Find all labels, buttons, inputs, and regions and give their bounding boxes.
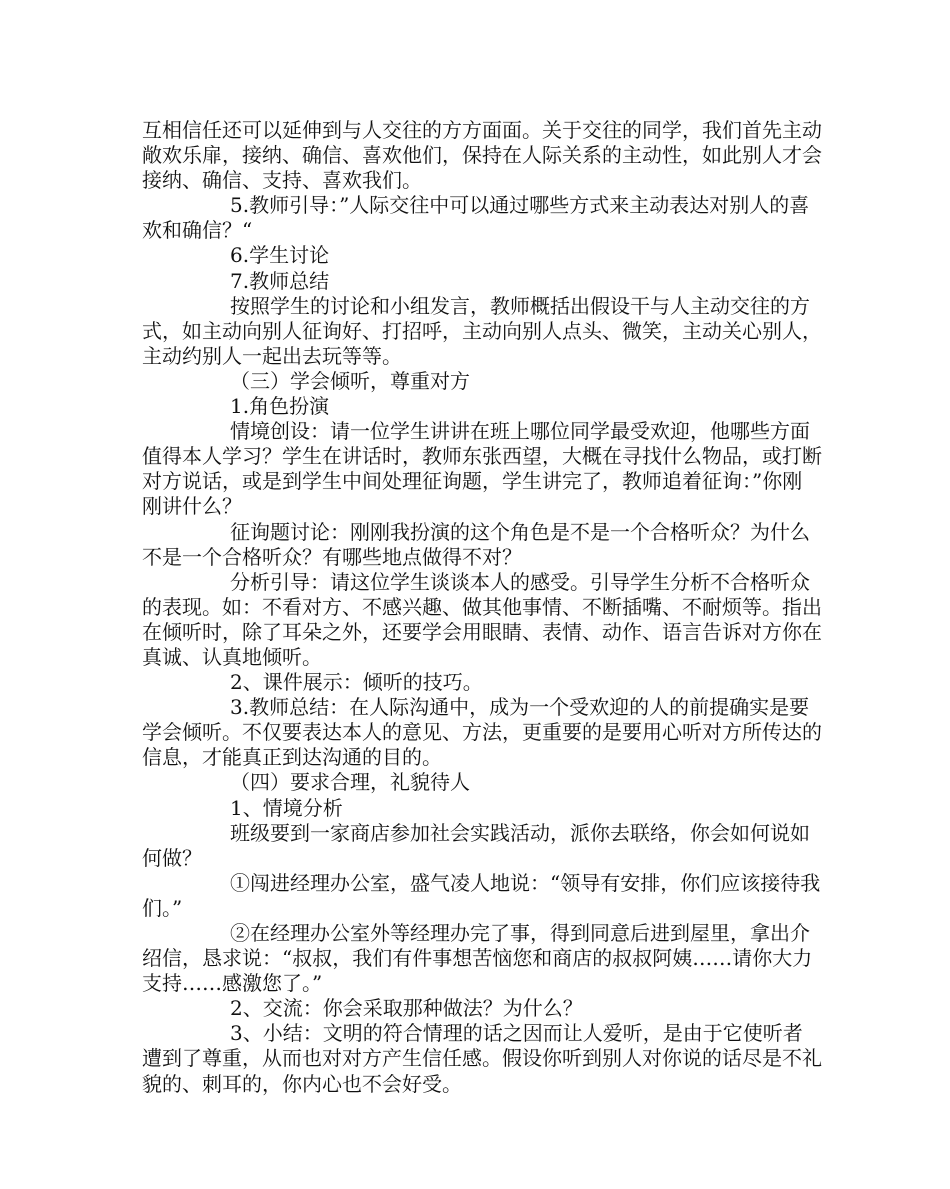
paragraph-role-play-heading: 1.角色扮演 [230, 394, 330, 419]
paragraph-exchange: 2、交流：你会采取那种做法？为什么？ [230, 996, 583, 1021]
paragraph-option-two: ②在经理办公室外等经理办完了事，得到同意后进到屋里，拿出介绍信，恳求说：“叔叔，我们有件事想苦恼您和商店的叔叔阿姨……请你大力支持……感激您了。” [142, 921, 813, 996]
paragraph-question-discussion: 征询题讨论：刚刚我扮演的这个角色是不是一个合格听众？为什么不是一个合格听众？有哪些地点做得不对？ [142, 519, 810, 569]
paragraph-teacher-guide: 5.教师引导：”人际交往中可以通过哪些方式来主动表达对别人的喜欢和确信？“ [142, 193, 810, 243]
paragraph-listening-summary: 3.教师总结：在人际沟通中，成为一个受欢迎的人的前提确实是要学会倾听。不仅要表达本人的意见、方法，更重要的是要用心听对方所传达的信息，才能真正到达沟通的目的。 [142, 695, 822, 770]
paragraph-teacher-summary: 按照学生的讨论和小组发言，教师概括出假设干与人主动交往的方式，如主动向别人征询好、打招呼，主动向别人点头、微笑，主动关心别人，主动约别人一起出去玩等等。 [142, 293, 822, 368]
paragraph-situation: 班级要到一家商店参加社会实践活动，派你去联络，你会如何说如何做？ [142, 820, 810, 870]
paragraph-conclusion: 3、小结：文明的符合情理的话之因而让人爱听，是由于它使听者遭到了尊重，从而也对对方产生信任感。假设你听到别人对你说的话尽是不礼貌的、刺耳的，你内心也不会好受。 [142, 1021, 822, 1096]
paragraph-analysis-guide: 分析引导：请这位学生谈谈本人的感受。引导学生分析不合格听众的表现。如：不看对方、不感兴趣、做其他事情、不断插嘴、不耐烦等。指出在倾听时，除了耳朵之外，还要学会用眼睛、表情、动作、语言告诉对方你在真诚、认真地倾听。 [142, 569, 822, 669]
paragraph-option-one: ①闯进经理办公室，盛气凌人地说：“领导有安排，你们应该接待我们。” [142, 870, 821, 920]
section-heading-listening: （三）学会倾听，尊重对方 [230, 368, 470, 393]
paragraph-courseware: 2、课件展示：倾听的技巧。 [230, 670, 483, 695]
paragraph-student-discussion: 6.学生讨论 [230, 243, 330, 268]
section-heading-politeness: （四）要求合理，礼貌待人 [230, 770, 470, 795]
paragraph-scenario: 情境创设：请一位学生讲讲在班上哪位同学最受欢迎，他哪些方面值得本人学习？学生在讲话时，教师东张西望，大概在寻找什么物品，或打断对方说话，或是到学生中间处理征询题，学生讲完了，教师追着征询：”你刚刚讲什么？ [142, 419, 822, 519]
paragraph-situation-heading: 1、情境分析 [230, 795, 343, 820]
document-page [142, 118, 822, 1097]
paragraph-trust: 互相信任还可以延伸到与人交往的方方面面。关于交往的同学，我们首先主动敞欢乐扉，接纳、确信、喜欢他们，保持在人际关系的主动性，如此别人才会接纳、确信、支持、喜欢我们。 [142, 118, 822, 193]
paragraph-teacher-summary-heading: 7.教师总结 [230, 268, 330, 293]
